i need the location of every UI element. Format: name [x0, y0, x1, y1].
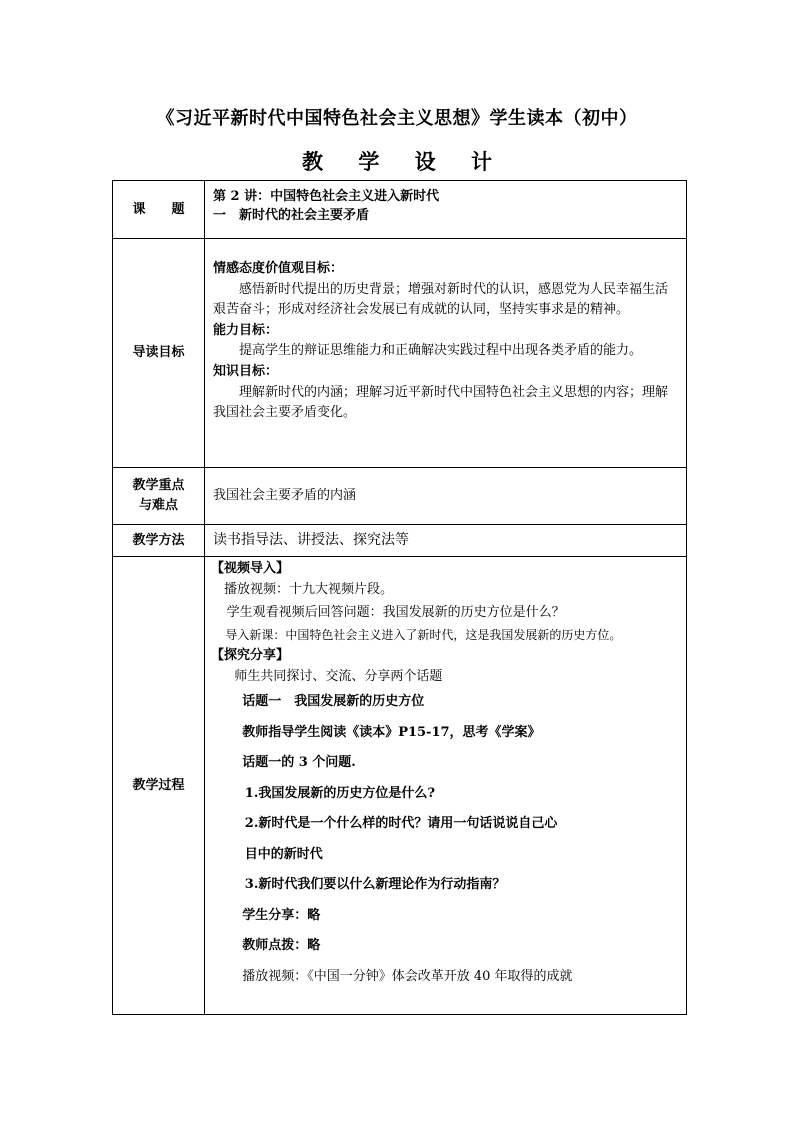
question-2b: 目中的新时代 [244, 846, 323, 862]
question-3: 3.新时代我们要以什么新理论作为行动指南？ [244, 877, 506, 892]
content-method [205, 525, 687, 557]
label-process: 教学过程 [113, 557, 205, 1015]
focus-label-line2: 与难点 [138, 498, 178, 513]
content-focus [205, 468, 687, 525]
explore-heading: 【探究分享】 [211, 648, 290, 663]
emotion-text: 感悟新时代提出的历史背景；增强对新时代的认识，感恩党为人民幸福生活艰苦奋斗；形成对经济社会发展已有成就的认同，坚持实事求是的精神。 [213, 281, 669, 318]
focus-text: 我国社会主要矛盾的内涵 [213, 488, 357, 503]
video-question: 学生观看视频后回答问题：我国发展新的历史方位是什么？ [226, 605, 565, 620]
label-method: 教学方法 [113, 525, 205, 557]
question-2a: 2.新时代是一个什么样的时代？请用一句话说说自己心 [244, 816, 558, 831]
content-goals [205, 239, 687, 468]
topic-line2: 一 新时代的社会主要矛盾 [213, 208, 370, 223]
ability-heading: 能力目标： [213, 322, 279, 338]
topic1: 话题一 我国发展新的历史方位 [242, 694, 425, 709]
row-topic [113, 181, 687, 239]
explore-desc: 师生共同探讨、交流、分享两个话题 [234, 669, 443, 684]
label-topic: 课 题 [113, 181, 205, 239]
label-goals: 导读目标 [113, 239, 205, 468]
question-1: 1.我国发展新的历史方位是什么? [244, 785, 435, 801]
knowledge-heading: 知识目标： [213, 363, 279, 379]
guide-text: 教师指导学生阅读《读本》P15-17，思考《学案》 [242, 724, 541, 740]
row-goals [113, 239, 687, 468]
intro-text: 导入新课：中国特色社会主义进入了新时代，这是我国发展新的历史方位。 [225, 628, 622, 642]
lesson-plan-table [112, 180, 687, 1015]
emotion-heading: 情感态度价值观目标： [213, 261, 344, 276]
document-subtitle: 教 学 设 计 [302, 149, 506, 174]
knowledge-text: 理解新时代的内涵；理解习近平新时代中国特色社会主义思想的内容；理解我国社会主要矛盾变化。 [213, 384, 669, 421]
row-process [113, 557, 687, 1015]
student-share: 学生分享：略 [242, 907, 321, 923]
video-heading: 【视频导入】 [211, 561, 290, 576]
row-method [113, 525, 687, 557]
video2-text: 播放视频：《中国一分钟》体会改革开放 40 年取得的成就 [242, 968, 573, 984]
content-topic [205, 181, 687, 239]
row-focus [113, 468, 687, 525]
teacher-comment: 教师点拨：略 [242, 938, 321, 953]
label-focus [113, 468, 205, 525]
content-process [205, 557, 687, 1015]
method-text: 读书指导法、讲授法、探究法等 [213, 532, 409, 548]
ability-text: 提高学生的辩证思维能力和正确解决实践过程中出现各类矛盾的能力。 [239, 343, 643, 359]
document-title: 《习近平新时代中国特色社会主义思想》学生读本（初中） [156, 108, 638, 129]
video-play: 播放视频：十九大视频片段。 [224, 582, 394, 597]
focus-label-line1: 教学重点 [132, 478, 185, 493]
guide-text-2: 话题一的 3 个问题. [242, 755, 356, 770]
topic-line1: 第 2 讲：中国特色社会主义进入新时代 [213, 189, 440, 204]
